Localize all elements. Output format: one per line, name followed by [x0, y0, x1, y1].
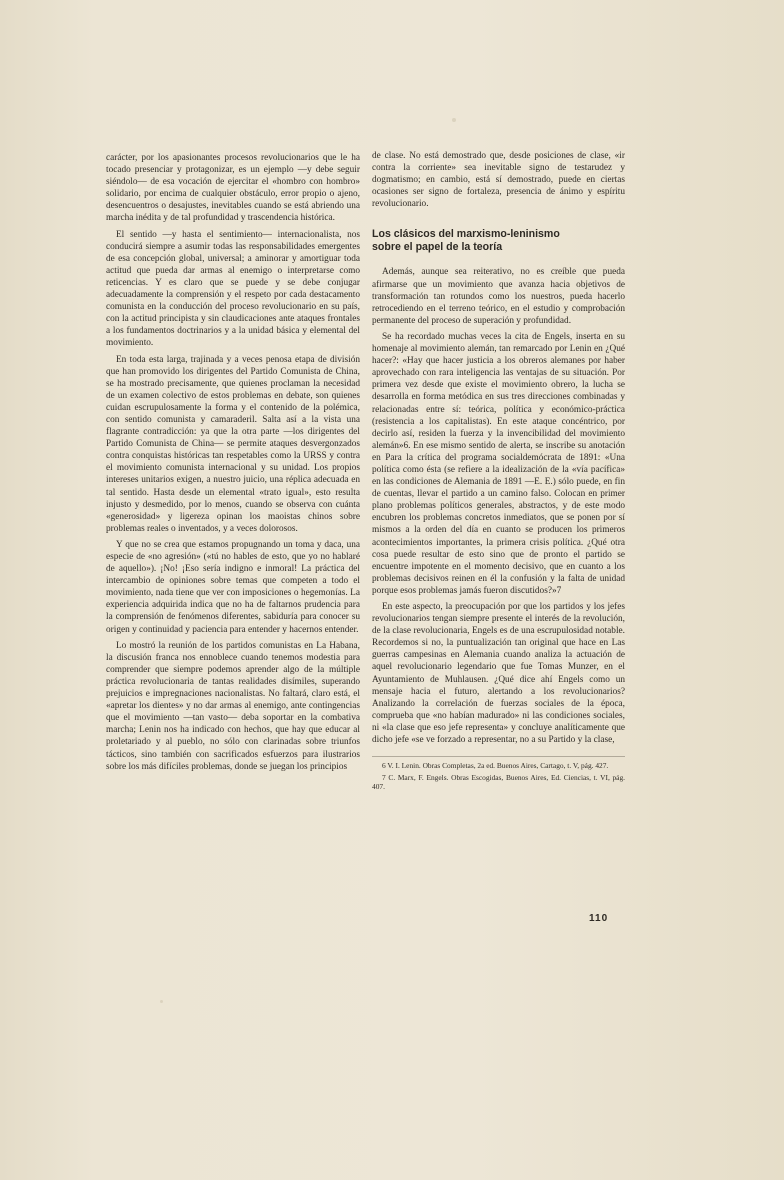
paragraph: Se ha recordado muchas veces la cita de Engels, inserta en su homenaje al movimiento alemán, tan remarcado por Lenin en ¿Qué hacer?: «Hay que hacer justicia a los obreros alemanes por haber aprovechado con rara inteligencia las ventajas de su situación. Por primera vez desde que existe el movimiento obrero, la lucha se desarrolla en forma metódica en sus tres direcciones combinadas y relacionadas entre sí: teórica, política y económico-práctica (resistencia a los capitalistas). En este ataque concéntrico, por decirlo así, residen la fuerza y la invencibilidad del movimiento alemán»6. En ese mismo sentido de alerta, se inscribe su anotación en Para la crítica del programa socialdemócrata de 1891: «Una política como ésta (se refiere a la idealización de la «vía pacífica» en las condiciones de Alemania de 1891 —E. E.) sólo puede, en fin de cuentas, llevar el partido a un camino falso. Colocan en primer plano problemas políticos generales, abstractos, y de este modo encubren los problemas concretos inmediatos, que se ponen por sí mismos a la orden del día en cuanto se producen los primeros acontecimientos importantes, la primera crisis política. ¿Qué otra cosa puede resultar de esto sino que de pronto el partido se encuentre impotente en el momento decisivo, que en cuanto a los problemas decisivos reinen en él la confusión y la falta de unidad porque esos problemas jamás fueron discutidos?»7	[372, 331, 625, 596]
paragraph: Además, aunque sea reiterativo, no es creíble que pueda afirmarse que un movimiento que avanza hacia objetivos de transformación tan rotundos como los nuestros, pueda hacerlo retrocediendo en el terreno teórico, en el estudio y comprobación permanente del proceso de superación y profundidad.	[372, 267, 625, 326]
left-column	[106, 152, 360, 777]
footnote-rule	[372, 756, 625, 757]
footnote: 6 V. I. Lenin. Obras Completas, 2a ed. Buenos Aires, Cartago, t. V, pág. 427.	[382, 761, 609, 771]
paragraph: En toda esta larga, trajinada y a veces penosa etapa de división que han promovido los dirigentes del Partido Comunista de China, se ha mostrado precisamente, que quienes proclaman la necesidad de un examen colectivo de estos problemas en debate, son quienes cuidan escrupulosamente la forma y el contenido de la polémica, con sentido comunista y camaraderil. Salta así a la vista una flagrante contradicción: ya que la otra parte —los dirigentes del Partido Comunista de China— se permite ataques desvergonzados contra conquistas históricas tan respetables como la URSS y contra el movimiento comunista internacional y su unidad. Los propios intereses unitarios exigen, a nuestro juicio, una réplica adecuada en tal sentido. Hasta desde un elemental «trato igual», esto resulta injusto y desmedido, por lo menos, cuando se observa con cuánta «generosidad» y ligereza opinan los maoistas chinos sobre problemas reales o inventados, y a veces dolorosos.	[106, 354, 360, 534]
paragraph: Lo mostró la reunión de los partidos comunistas en La Habana, la discusión franca nos ennoblece cuando tenemos modestia para comprender que siempre podemos aprender algo de la múltiple práctica revolucionaria de tantas realidades disímiles, superando prejuicios e impregnaciones nacionalistas. No faltará, claro está, el «apretar los dientes» y no dar armas al enemigo, ante contingencias que el movimiento —tan vasto— deba soportar en la combativa marcha; Lenin nos ha indicado con hechos, que hay que educar al proletariado y al pueblo, no sólo con clarinadas sobre triunfos tácticos, sino también con sacrificados esfuerzos para ilustrarios sobre los más difíciles problemas, donde se juegan los principios	[106, 640, 360, 772]
page-number: 110	[589, 913, 609, 924]
paper-stain	[452, 118, 456, 122]
footnotes	[372, 756, 625, 792]
paragraph: El sentido —y hasta el sentimiento— internacionalista, nos conducirá siempre a asumir todas las responsabilidades emergentes de esa concepción global, universal; a aminorar y amortiguar toda actitud que pueda dar armas al enemigo o interpretarse como reticencias. Y es claro que se puede y se debe conjugar adecuadamente la comprensión y el respeto por cada destacamento comunista en la conducción del proceso revolucionario en su país, con la actitud principista y sin claudicaciones ante ataques frontales a los fundamentos doctrinarios y a la unidad básica y elemental del movimiento.	[106, 229, 360, 349]
paragraph: Y que no se crea que estamos propugnando un toma y daca, una especie de «no agresión» («tú no hables de esto, que yo no hablaré de aquello»). ¡No! ¡Eso sería indigno e inmoral! La práctica del intercambio de opiniones sobre temas que competen a todo el movimiento, nada tiene que ver con imposiciones o hegemonías. La experiencia adquirida indica que no ha de faltarnos prudencia para la comprensión de fenómenos diferentes, sabiduría para conocer su origen y continuidad y paciencia para entender y hacernos entender.	[106, 539, 360, 635]
paper-stain	[160, 1000, 163, 1003]
section-heading	[372, 228, 625, 254]
paragraph: En este aspecto, la preocupación por que los partidos y los jefes revolucionarios tengan siempre presente el interés de la revolución, de la clase revolucionaria, Engels es de una escrupulosidad notable. Recordemos si no, la puntualización tan original que hace en Las guerras campesinas en Alemania cuando analiza la actuación de aquel revolucionario legendario que fue Tomas Munzer, en el Ayuntamiento de Muhlausen. ¿Qué dice ahí Engels como un mensaje hacia el futuro, alertando a los revolucionarios? Analizando la correlación de fuerzas sociales de la época, comprueba que «no habían madurado» ni las condiciones sociales, ni «la clase que eso jefe representa» y concluye analíticamente que dicho jefe «se ve forzado a representar, no a su Partido y la clase,	[372, 602, 625, 746]
footnote: 7 C. Marx, F. Engels. Obras Escogidas, Buenos Aires, Ed. Ciencias, t. VI, pág. 407.	[372, 772, 625, 792]
paragraph: de clase. No está demostrado que, desde posiciones de clase, «ir contra la corriente» sea inevitable signo de testarudez y dogmatismo; en cambio, está sí demostrado, puede en ciertas ocasiones ser signo de fortaleza, presencia de ánimo y espíritu revolucionario.	[372, 151, 625, 210]
right-column	[372, 150, 625, 794]
section-heading-line: sobre el papel de la teoría	[372, 241, 503, 254]
section-heading-line: Los clásicos del marxismo-leninismo	[372, 228, 560, 241]
paragraph: carácter, por los apasionantes procesos revolucionarios que le ha tocado presenciar y protagonizar, es un ejemplo —y debe seguir siéndolo— de esa vocación de ejercitar el «hombro con hombro» solidario, por encima de cualquier obstáculo, error propio o ajeno, desencuentros o desajustes, inevitables cuando se está abriendo una marcha inédita y de tal profundidad y trascendencia histórica.	[106, 153, 360, 224]
